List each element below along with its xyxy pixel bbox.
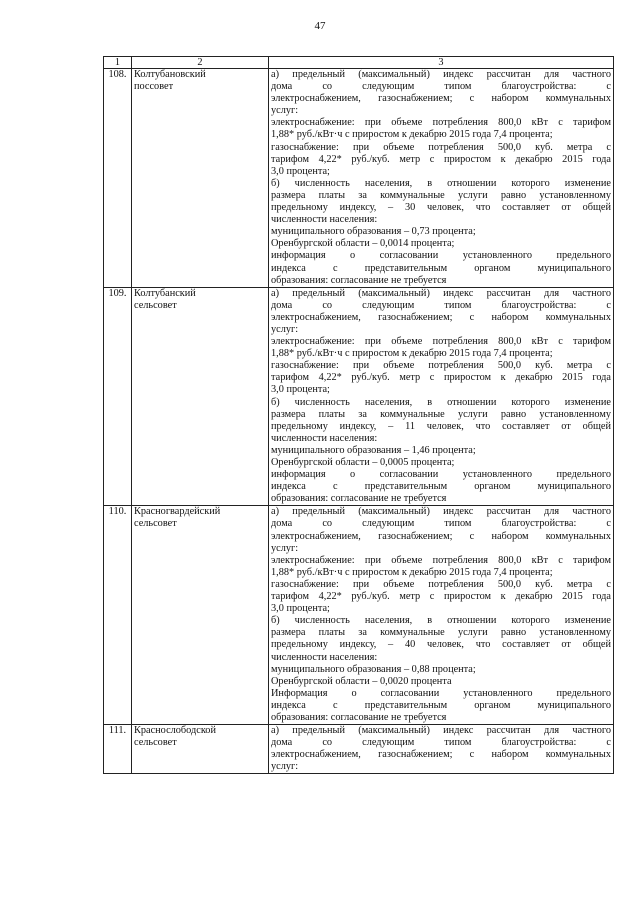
description-line: 3,0 процента; — [271, 165, 330, 177]
description-line: электроснабжение: при объеме потребления 800,0 кВт с тарифом — [271, 554, 611, 566]
description-line: Оренбургской области – 0,0005 процента; — [271, 457, 455, 468]
description-line: численности населения: — [271, 432, 378, 444]
municipality-name-line: Колтубановский — [134, 69, 206, 80]
description-line: численности населения: — [271, 651, 378, 663]
municipality-name-line: Краснослободской — [134, 725, 216, 737]
description-line: Оренбургской области – 0,0014 процента; — [271, 238, 455, 250]
index-description — [269, 287, 614, 506]
description-line: информация о согласовании установленного предельного — [271, 250, 611, 262]
description-line: информация о согласовании установленного предельного — [271, 469, 611, 481]
description-line: муниципального образования – 0,73 процента; — [271, 226, 476, 238]
description-line: б) численность населения, в отношении которого изменение — [271, 177, 611, 189]
index-description — [269, 69, 614, 288]
description-line: газоснабжение: при объеме потребления 500,0 куб. метра с — [271, 141, 611, 153]
description-line: 3,0 процента; — [271, 384, 330, 396]
description-line: дома со следующим типом благоустройства: с — [271, 299, 611, 311]
description-line: 3,0 процента; — [271, 603, 330, 615]
description-line: муниципального образования – 0,88 процента; — [271, 663, 476, 675]
municipality-name — [132, 69, 269, 288]
description-line: услуг: — [271, 323, 299, 335]
description-line: электроснабжением, газоснабжением; с набором коммунальных — [271, 93, 611, 105]
description-line: тарифом 4,22* руб./куб. метр с приростом к декабрю 2015 года — [271, 153, 611, 165]
table-row — [104, 69, 614, 288]
table-row — [104, 506, 614, 725]
row-number: 110. — [104, 506, 132, 725]
description-line: электроснабжение: при объеме потребления 800,0 кВт с тарифом — [271, 336, 611, 348]
description-line: а) предельный (максимальный) индекс рассчитан для частного — [271, 725, 611, 737]
description-line: электроснабжение: при объеме потребления 800,0 кВт с тарифом — [271, 117, 611, 129]
municipality-name-line: поссовет — [134, 81, 174, 93]
description-line: а) предельный (максимальный) индекс рассчитан для частного — [271, 69, 611, 80]
description-line: 1,88* руб./кВт·ч с приростом к декабрю 2015 года 7,4 процента; — [271, 348, 553, 360]
municipality-name — [132, 506, 269, 725]
description-line: услуг: — [271, 761, 299, 773]
description-line: Оренбургской области – 0,0020 процента — [271, 675, 452, 687]
description-line: индекса с представительным органом муниципального — [271, 699, 611, 711]
description-line: тарифом 4,22* руб./куб. метр с приростом к декабрю 2015 года — [271, 372, 611, 384]
description-line: газоснабжение: при объеме потребления 500,0 куб. метра с — [271, 578, 611, 590]
index-description — [269, 506, 614, 725]
row-number: 108. — [104, 69, 132, 288]
description-line: тарифом 4,22* руб./куб. метр с приростом к декабрю 2015 года — [271, 591, 611, 603]
description-line: размера платы за коммунальные услуги равно установленному — [271, 627, 611, 639]
description-line: предельному индексу, – 11 человек, что составляет от общей — [271, 420, 611, 432]
municipality-name-line: сельсовет — [134, 299, 177, 311]
description-line: 1,88* руб./кВт·ч с приростом к декабрю 2015 года 7,4 процента; — [271, 566, 553, 578]
row-number: 111. — [104, 725, 132, 774]
municipality-name-line: сельсовет — [134, 737, 177, 749]
table-row — [104, 725, 614, 774]
description-line: электроснабжением, газоснабжением; с набором коммунальных — [271, 749, 611, 761]
municipality-name-line: Красногвардейский — [134, 506, 221, 518]
municipality-name-line: сельсовет — [134, 518, 177, 530]
description-line: численности населения: — [271, 214, 378, 226]
description-line: размера платы за коммунальные услуги равно установленному — [271, 408, 611, 420]
page-number: 47 — [314, 20, 326, 32]
description-line: предельному индексу, – 30 человек, что составляет от общей — [271, 202, 611, 214]
municipality-name-line: Колтубанский — [134, 287, 196, 299]
description-line: предельному индексу, – 40 человек, что составляет от общей — [271, 639, 611, 651]
table-header-row — [104, 57, 614, 69]
tariff-index-table — [103, 56, 614, 774]
description-line: а) предельный (максимальный) индекс рассчитан для частного — [271, 287, 611, 299]
description-line: муниципального образования – 1,46 процента; — [271, 444, 476, 456]
description-line: услуг: — [271, 105, 299, 117]
column-header: 2 — [132, 57, 269, 69]
description-line: Информация о согласовании установленного предельного — [271, 687, 611, 699]
municipality-name — [132, 287, 269, 506]
description-line: дома со следующим типом благоустройства: с — [271, 81, 611, 93]
description-line: б) численность населения, в отношении которого изменение — [271, 615, 611, 627]
column-header: 1 — [104, 57, 132, 69]
description-line: индекса с представительным органом муниципального — [271, 481, 611, 493]
description-line: индекса с представительным органом муниципального — [271, 262, 611, 274]
description-line: размера платы за коммунальные услуги равно установленному — [271, 189, 611, 201]
description-line: 1,88* руб./кВт·ч с приростом к декабрю 2015 года 7,4 процента; — [271, 129, 553, 141]
description-line: услуг: — [271, 542, 299, 554]
description-line: дома со следующим типом благоустройства: с — [271, 518, 611, 530]
description-line: газоснабжение: при объеме потребления 500,0 куб. метра с — [271, 360, 611, 372]
description-line: электроснабжением, газоснабжением; с набором коммунальных — [271, 311, 611, 323]
description-line: образования: согласование не требуется — [271, 711, 447, 723]
description-line: дома со следующим типом благоустройства: с — [271, 737, 611, 749]
column-header: 3 — [269, 57, 614, 69]
description-line: а) предельный (максимальный) индекс рассчитан для частного — [271, 506, 611, 518]
index-description — [269, 725, 614, 774]
description-line: образования: согласование не требуется — [271, 274, 447, 286]
description-line: б) численность населения, в отношении которого изменение — [271, 396, 611, 408]
row-number: 109. — [104, 287, 132, 506]
table-row — [104, 287, 614, 506]
description-line: электроснабжением, газоснабжением; с набором коммунальных — [271, 530, 611, 542]
municipality-name — [132, 725, 269, 774]
description-line: образования: согласование не требуется — [271, 493, 447, 505]
